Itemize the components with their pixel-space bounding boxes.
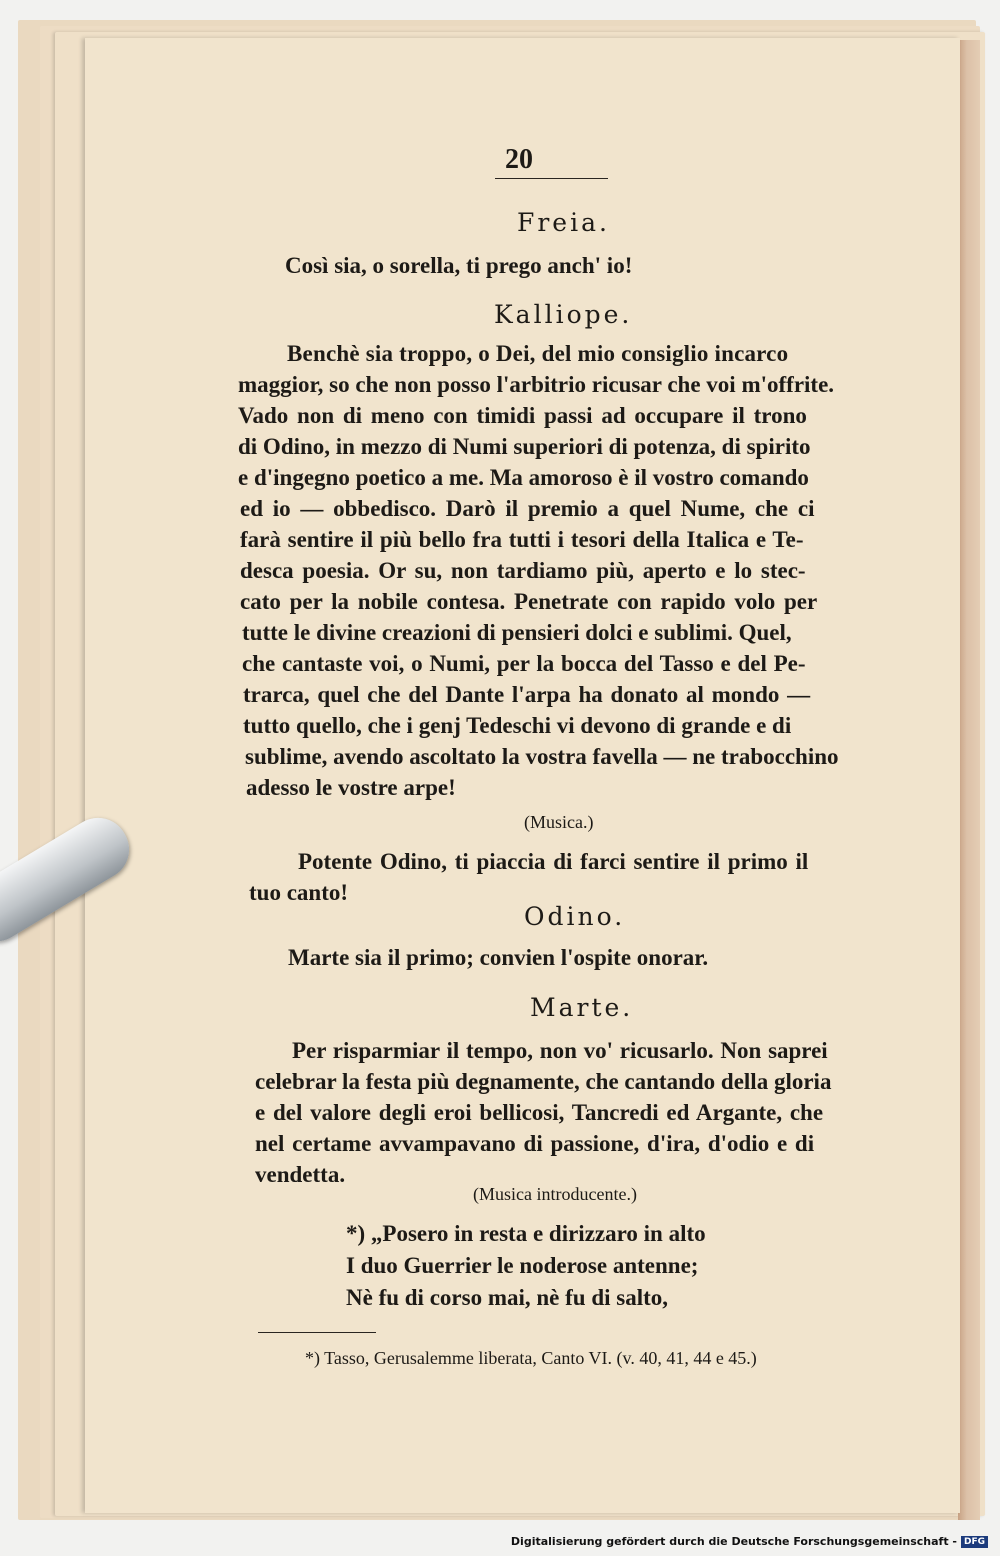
text-line: maggior, so che non posso l'arbitrio ricusar che voi m'offrite. bbox=[238, 372, 835, 397]
text-line: tutte le divine creazioni di pensieri dolci e sublimi. Quel, bbox=[242, 620, 792, 645]
verse-line: I duo Guerrier le noderose antenne; bbox=[346, 1253, 699, 1278]
dfg-logo: DFG bbox=[961, 1536, 988, 1548]
text-line: che cantaste voi, o Numi, per la bocca del Tasso e del Pe- bbox=[242, 651, 806, 676]
text-line: Benchè sia troppo, o Dei, del mio consiglio incarco bbox=[287, 341, 789, 366]
verse-line: *) „Posero in resta e dirizzaro in alto bbox=[346, 1221, 706, 1246]
digitization-credit bbox=[511, 1535, 988, 1548]
verse-line: Nè fu di corso mai, nè fu di salto, bbox=[346, 1285, 668, 1310]
footnote-rule bbox=[258, 1332, 376, 1333]
stage-direction: (Musica introducente.) bbox=[473, 1184, 637, 1204]
credit-text: Digitalisierung gefördert durch die Deutsche Forschungsgemeinschaft - bbox=[510, 1535, 957, 1548]
text-line: celebrar la festa più degnamente, che cantando della gloria bbox=[255, 1069, 832, 1094]
text-line: e del valore degli eroi bellicosi, Tancredi ed Argante, che bbox=[255, 1100, 824, 1125]
text-line: desca poesia. Or su, non tardiamo più, aperto e lo stec- bbox=[240, 558, 806, 583]
odino-line: Marte sia il primo; convien l'ospite onorar. bbox=[288, 945, 709, 970]
freia-line: Così sia, o sorella, ti prego anch' io! bbox=[285, 253, 633, 278]
text-line: tuo canto! bbox=[249, 880, 349, 905]
speaker-kalliope: Kalliope. bbox=[494, 300, 633, 329]
stage-direction: (Musica.) bbox=[524, 812, 594, 832]
text-line: e d'ingegno poetico a me. Ma amoroso è il vostro comando bbox=[238, 465, 809, 490]
speaker-freia: Freia. bbox=[517, 208, 610, 237]
text-line: adesso le vostre arpe! bbox=[246, 775, 456, 800]
speaker-odino: Odino. bbox=[524, 902, 626, 931]
text-line: Vado non di meno con timidi passi ad occupare il trono bbox=[238, 403, 807, 428]
speaker-marte: Marte. bbox=[530, 993, 634, 1022]
text-line: Per risparmiar il tempo, non vo' ricusarlo. Non saprei bbox=[292, 1038, 828, 1063]
text-line: nel certame avvampavano di passione, d'ira, d'odio e di bbox=[255, 1131, 815, 1156]
footnote: *) Tasso, Gerusalemme liberata, Canto VI. (v. 40, 41, 44 e 45.) bbox=[305, 1348, 757, 1368]
text-line: sublime, avendo ascoltato la vostra favella — ne trabocchino bbox=[245, 744, 839, 769]
text-line: tutto quello, che i genj Tedeschi vi devono di grande e di bbox=[243, 713, 792, 738]
text-line: di Odino, in mezzo di Numi superiori di potenza, di spirito bbox=[238, 434, 811, 459]
text-line: trarca, quel che del Dante l'arpa ha donato al mondo — bbox=[243, 682, 811, 707]
text-line: ed io — obbedisco. Darò il premio a quel Nume, che ci bbox=[240, 496, 815, 521]
text-line: vendetta. bbox=[255, 1162, 346, 1187]
text-line: cato per la nobile contesa. Penetrate con rapido volo per bbox=[240, 589, 818, 614]
text-line: Potente Odino, ti piaccia di farci sentire il primo il bbox=[298, 849, 809, 874]
page-number: 20 bbox=[505, 144, 533, 175]
book-edge bbox=[958, 40, 980, 1520]
text-line: farà sentire il più bello fra tutti i tesori della Italica e Te- bbox=[240, 527, 804, 552]
page-number-rule bbox=[495, 178, 608, 179]
